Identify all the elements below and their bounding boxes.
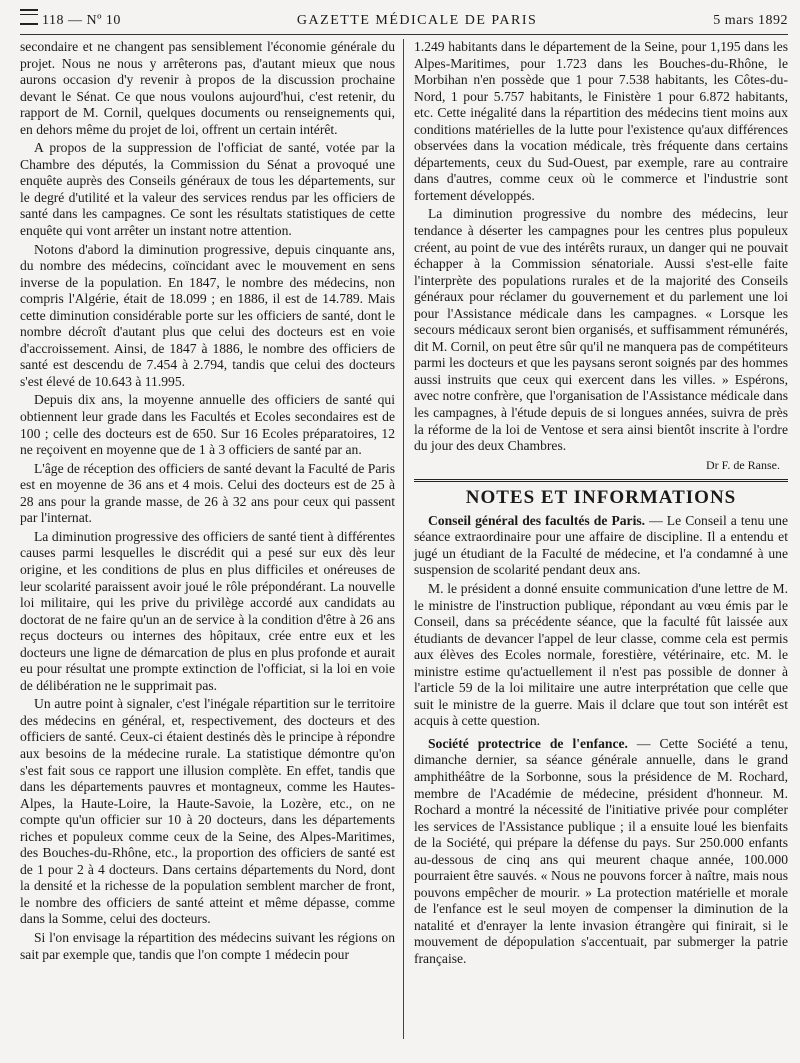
right-column — [404, 39, 788, 1039]
page-number: 118 — [42, 13, 64, 28]
paragraph: 1.249 habitants dans le département de la Seine, pour 1,195 dans les Alpes-Maritimes, pour 1.723 dans les Bouches-du-Rhône, le Morbihan n'en possède que 1 pour 7.538 habitants, les Côtes-du-Nord, 1 pour 5.757 habitants, le Finistère 1 pour 6.872 habitants, etc. Cette inégalité dans la répartition des médecins tient moins aux conditions matérielles de la lutte pour l'existence qu'aux différences observées dans la vocation médicale, très fréquente dans certains départements, ceux du Sud-Ouest, par exemple, rare au contraire dans d'autres, comme ceux où le commerce et l'industrie sont fortement développés. — [414, 39, 788, 203]
ornament-icon — [20, 9, 38, 25]
section-title: NOTES ET INFORMATIONS — [465, 487, 737, 509]
paragraph: L'âge de réception des officiers de santé devant la Faculté de Paris est en moyenne de 36 ans et 4 mois. Celui des docteurs est de 25 à 28 ans pour la grande masse, de 26 à 32 ans pour ceux qui passent par l'internat. — [20, 460, 395, 526]
journal-title: GAZETTE MÉDICALE DE PARIS — [296, 13, 538, 28]
paragraph: La diminution progressive du nombre des médecins, leur tendance à déserter les campagnes pour les centres plus populeux créent, au point de vue des intérêts ruraux, un danger qui ne pouvait échapper à la Commission sénatoriale. Aussi s'est-elle faite l'interprète des populations rurales et de la majorité des Conseils généraux pour réclamer du gouvernement et du parlement une loi pour l'Assistance médicale dans les campagnes. « Lorsque les secours médicaux seront bien organisés, et suffisamment rémunérés, dit M. Cornil, on peut être sûr qu'il ne manquera pas de compétiteurs parmi les docteurs et que les paysans seront soignés par des hommes aussi instruits que ceux qui exercent dans les villes. » Espérons, avec notre confrère, que l'organisation de l'Assistance médicale dans les campagnes, à l'étude depuis de si longues années, suivra de près la réforme de la loi de Ventose et sera ainsi bientôt inscrite à l'ordre du jour des deux Chambres. — [414, 206, 788, 454]
paragraph: Depuis dix ans, la moyenne annuelle des officiers de santé qui obtiennent leur grade dans les Facultés et Ecoles secondaires est de 100 ; celle des docteurs est de 650. Sur 16 Ecoles préparatoires, 12 ne reçoivent en moyenne que de 1 à 3 officiers de santé par an. — [20, 392, 395, 458]
header-left — [20, 8, 121, 29]
issue-date: 5 mars 1892 — [713, 13, 788, 28]
paragraph: La diminution progressive des officiers de santé tient à différentes causes parmi lesquelles le discrédit qui a pesé sur eux dès leur origine, et les conditions de plus en plus difficiles et onéreuses de leur scolarité paraissent avoir joué le rôle prépondérant. La nouvelle loi militaire, qui les prive du privilège accordé aux candidats au doctorat de ne faire qu'un an de service à la condition d'être à 26 ans reçus docteurs ou internes des hôpitaux, crée entre eux et les docteurs une ligne de démarcation de plus en plus profonde et aurait eu pour résultat une prompte extinction de l'officiat, si la loi en voie de délibération ne le supprimait pas. — [20, 528, 395, 693]
paragraph: Notons d'abord la diminution progressive, depuis cinquante ans, du nombre des médecins, coïncidant avec le mouvement en sens inverse de la population. En 1847, le nombre des médecins, non compris l'Algérie, était de 18.099 ; en 1886, il est de 14.789. Mais cette diminution considérable porte sur les officiers de santé, dont le nombre décroît d'autant plus que celui des docteurs est en voie d'accroissement. Ainsi, de 1847 à 1886, le nombre des officiers de santé est descendu de 7.454 à 2.794, tandis que celui des docteurs s'est élevé de 10.643 à 11.995. — [20, 241, 395, 389]
left-column — [20, 39, 404, 1039]
news-text: — Le Conseil a tenu une séance extraordinaire pour une affaire de discipline. Il a entendu et jugé un étudiant de la Faculté de médecine, et l'a condamné à une suspension de scolarité pendant deux ans. — [414, 512, 788, 578]
news-text: — Cette Société a tenu, dimanche dernier, sa séance générale annuelle, dans le grand amphithéâtre de la Sorbonne, sous la présidence de M. Rochard, membre de l'Académie de médecine, président d'honneur. M. Rochard a montré la nécessité de l'initiative privée pour compléter les services de l'Assistance publique ; il a ensuite loué les bienfaits de la Société, qui prépare la défense du pays. Sur 250.000 enfants au-dessous de cinq ans qui meurent chaque année, 100.000 pourraient être sauvés. « Nous ne pouvons forcer à naître, mais nous pouvons empêcher de mourir. » La protection matérielle et morale de l'enfance est le seul moyen de compenser la diminution de la natalité et d'enrayer la lente invasion étrangère qui finirait, si le mouvement de dépopulation s'accentuait, par submerger la patrie française. — [414, 735, 788, 966]
news-rubric: Conseil général des facultés de Paris. — [428, 512, 646, 528]
issue-number: — Nº 10 — [67, 13, 121, 28]
paragraph: Si l'on envisage la répartition des médecins suivant les régions on sait par exemple que, tandis que l'on compte 1 médecin pour — [20, 929, 395, 962]
news-item — [414, 736, 788, 968]
paragraph: M. le président a donné ensuite communication d'une lettre de M. le ministre de l'instruction publique, répondant au vœu émis par le Conseil, dans sa précédente séance, que la faculté fût laissée aux étudiants de devancer l'appel de leur classe, comme cela est permis aux élèves des Ecoles normale, forestière, vétérinaire, etc. M. le ministre estime qu'actuellement il n'est pas possible de donner à l'article 59 de la loi militaire une autre interprétation que celle que suit le ministre de la guerre. Mais il dclare que tout son intérêt est acquis à cette question. — [414, 580, 788, 729]
page-header — [20, 8, 788, 32]
author-signature: Dr F. de Ranse. — [705, 457, 780, 472]
paragraph: A propos de la suppression de l'officiat de santé, votée par la Chambre des députés, la Commission du Sénat a provoqué une enquête auprès des Conseils généraux de tous les départements, sur le degré d'utilité et la valeur des services rendus par les officiers de santé dans les campagnes. Ce sont les résultats statistiques de cette enquête qui vont arrêter un instant notre attention. — [20, 140, 395, 239]
columns — [20, 39, 788, 1039]
news-item — [414, 513, 788, 579]
paragraph: Un autre point à signaler, c'est l'inégale répartition sur le territoire des médecins en général, et, respectivement, des docteurs et des officiers de santé. Ceux-ci étaient destinés dès le principe à répondre aux besoins de la médecine rurale. La statistique démontre qu'on s'est fait sous ce rapport une illusion complète. En effet, tandis que dans les départements pauvres et montagneux, comme les Hautes-Alpes, la Haute-Loire, la Haute-Savoie, la Lozère, etc., on ne compte qu'un officier sur 10 à 20 docteurs, dans les départements riches et populeux comme ceux de la Seine, des Alpes-Maritimes, des Bouches-du-Rhône, etc., la proportion des officiers de santé est de 1 pour 2 à 4 docteurs. Dans certains départements du Nord, dont la densité et la richesse de la population semblent marcher de front, le nombre des officiers de santé atteint et même dépasse, comme dans la Somme, celui des docteurs. — [20, 696, 395, 927]
news-rubric: Société protectrice de l'enfance. — [428, 735, 628, 751]
paragraph: secondaire et ne changent pas sensiblement l'économie générale du projet. Nous ne nous y arrêterons pas, d'autant mieux que nous aurons occasion d'y revenir à propos de la discussion prochaine devant le Sénat. Ce que nous voulons aujourd'hui, c'est retenir, du rapport de M. Cornil, quelques documents ou renseignements qui, en dehors même du projet de loi, offrent un certain intérêt. — [20, 39, 395, 137]
header-rule — [20, 34, 788, 35]
section-divider — [414, 479, 788, 482]
